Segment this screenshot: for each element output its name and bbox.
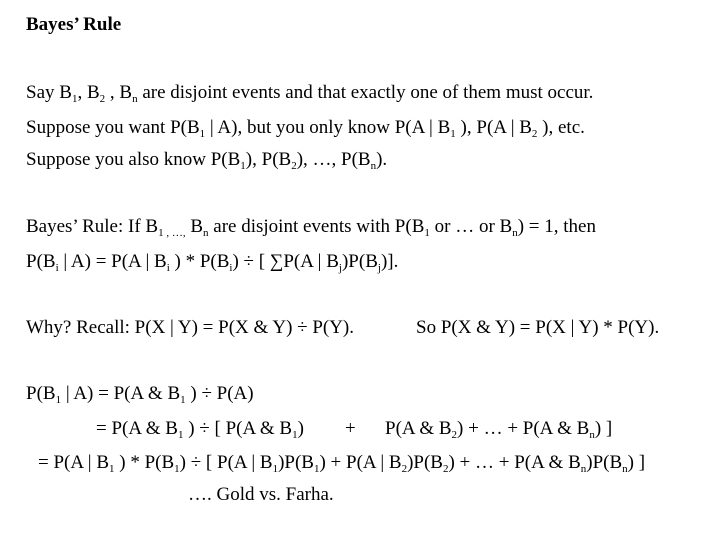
why-conclusion: So P(X & Y) = P(X | Y) * P(Y). (416, 317, 660, 338)
text: , B (77, 82, 100, 103)
subscript: 1 (71, 93, 78, 105)
subscript: 2 (442, 463, 449, 475)
subscript: n (203, 227, 209, 239)
text: ), etc. (537, 117, 585, 138)
text: ) ÷ [ P(A | B (179, 452, 273, 473)
text: ). (376, 149, 388, 170)
subscript: 2 (531, 128, 538, 140)
text: )P(B (407, 452, 443, 473)
text: )P(B (278, 452, 314, 473)
footer-note: …. Gold vs. Farha. (188, 484, 334, 505)
text: ) * P(B (169, 251, 230, 272)
subscript: j (338, 262, 342, 274)
text: P(B (26, 251, 56, 272)
text: | A), but you only know P(A | B (205, 117, 451, 138)
subscript: 1 (109, 463, 115, 475)
text: )P(B (586, 452, 623, 473)
text: are disjoint events with P(B (208, 216, 425, 237)
subscript: n (132, 93, 138, 105)
setup-line-3 (26, 149, 387, 171)
subscript: 1 (424, 227, 430, 239)
derivation-plus: + (345, 418, 356, 439)
subscript: n (512, 227, 518, 239)
subscript: n (622, 463, 628, 475)
subscript: n (580, 463, 587, 475)
why-recall: Why? Recall: P(X | Y) = P(X & Y) ÷ P(Y). (26, 317, 355, 338)
derivation-line-1 (26, 383, 254, 405)
text: ) * P(B (114, 452, 175, 473)
derivation-line-3 (38, 452, 645, 474)
text: ) + … + P(A & B (448, 452, 581, 473)
subscript: 1 (180, 394, 186, 406)
text: ), …, P(B (296, 149, 371, 170)
text: P(A & B (385, 418, 452, 439)
text: Say B (26, 82, 72, 103)
subscript: 1 (177, 429, 184, 441)
text: ) ÷ P(A) (185, 383, 254, 404)
text: Suppose you also know P(B (26, 149, 241, 170)
text: )P(B (341, 251, 378, 272)
text: B (185, 216, 204, 237)
subscript: 1 (292, 429, 298, 441)
subscript: 2 (451, 429, 458, 441)
text: )]. (380, 251, 399, 272)
setup-line-1 (26, 82, 593, 104)
subscript: 1 (272, 463, 279, 475)
subscript: i (55, 262, 59, 274)
text: ) = 1, then (517, 216, 596, 237)
text: = P(A & B (96, 418, 178, 439)
subscript: j (377, 262, 381, 274)
bayes-rule-statement (26, 216, 596, 238)
subscript: i (229, 262, 233, 274)
subscript: n (370, 160, 377, 172)
subscript: 1 (174, 463, 180, 475)
setup-line-2 (26, 117, 585, 139)
text: ) ] (627, 452, 646, 473)
page-title: Bayes’ Rule (26, 14, 122, 35)
subscript: n (589, 429, 595, 441)
text: = P(A | B (38, 452, 110, 473)
text: ) + … + P(A & B (457, 418, 590, 439)
subscript: 2 (99, 93, 106, 105)
text: or … or B (429, 216, 513, 237)
subscript: 1 (240, 160, 246, 172)
subscript: 1 (450, 128, 456, 140)
text: Bayes’ Rule: If B (26, 216, 159, 237)
subscript: 1 , …, (158, 227, 186, 239)
derivation-line-2-continued (385, 418, 612, 440)
text: , B (105, 82, 133, 103)
text: ) ÷ [ ∑P(A | B (232, 251, 339, 272)
text: | A) = P(A & B (61, 383, 181, 404)
text: | A) = P(A | B (58, 251, 167, 272)
text: ), P(B (245, 149, 292, 170)
text: are disjoint events and that exactly one of them must occur. (137, 82, 594, 103)
text: ), P(A | B (455, 117, 532, 138)
text: ) ] (594, 418, 613, 439)
text: P(B (26, 383, 56, 404)
text: ) + P(A | B (319, 452, 402, 473)
derivation-line-2 (96, 418, 304, 440)
subscript: 1 (199, 128, 206, 140)
text: Suppose you want P(B (26, 117, 200, 138)
subscript: 2 (401, 463, 408, 475)
subscript: 1 (55, 394, 62, 406)
subscript: i (166, 262, 170, 274)
subscript: 2 (291, 160, 297, 172)
subscript: 1 (313, 463, 320, 475)
text: ) (297, 418, 304, 439)
text: ) ÷ [ P(A & B (183, 418, 293, 439)
bayes-rule-formula (26, 251, 398, 273)
